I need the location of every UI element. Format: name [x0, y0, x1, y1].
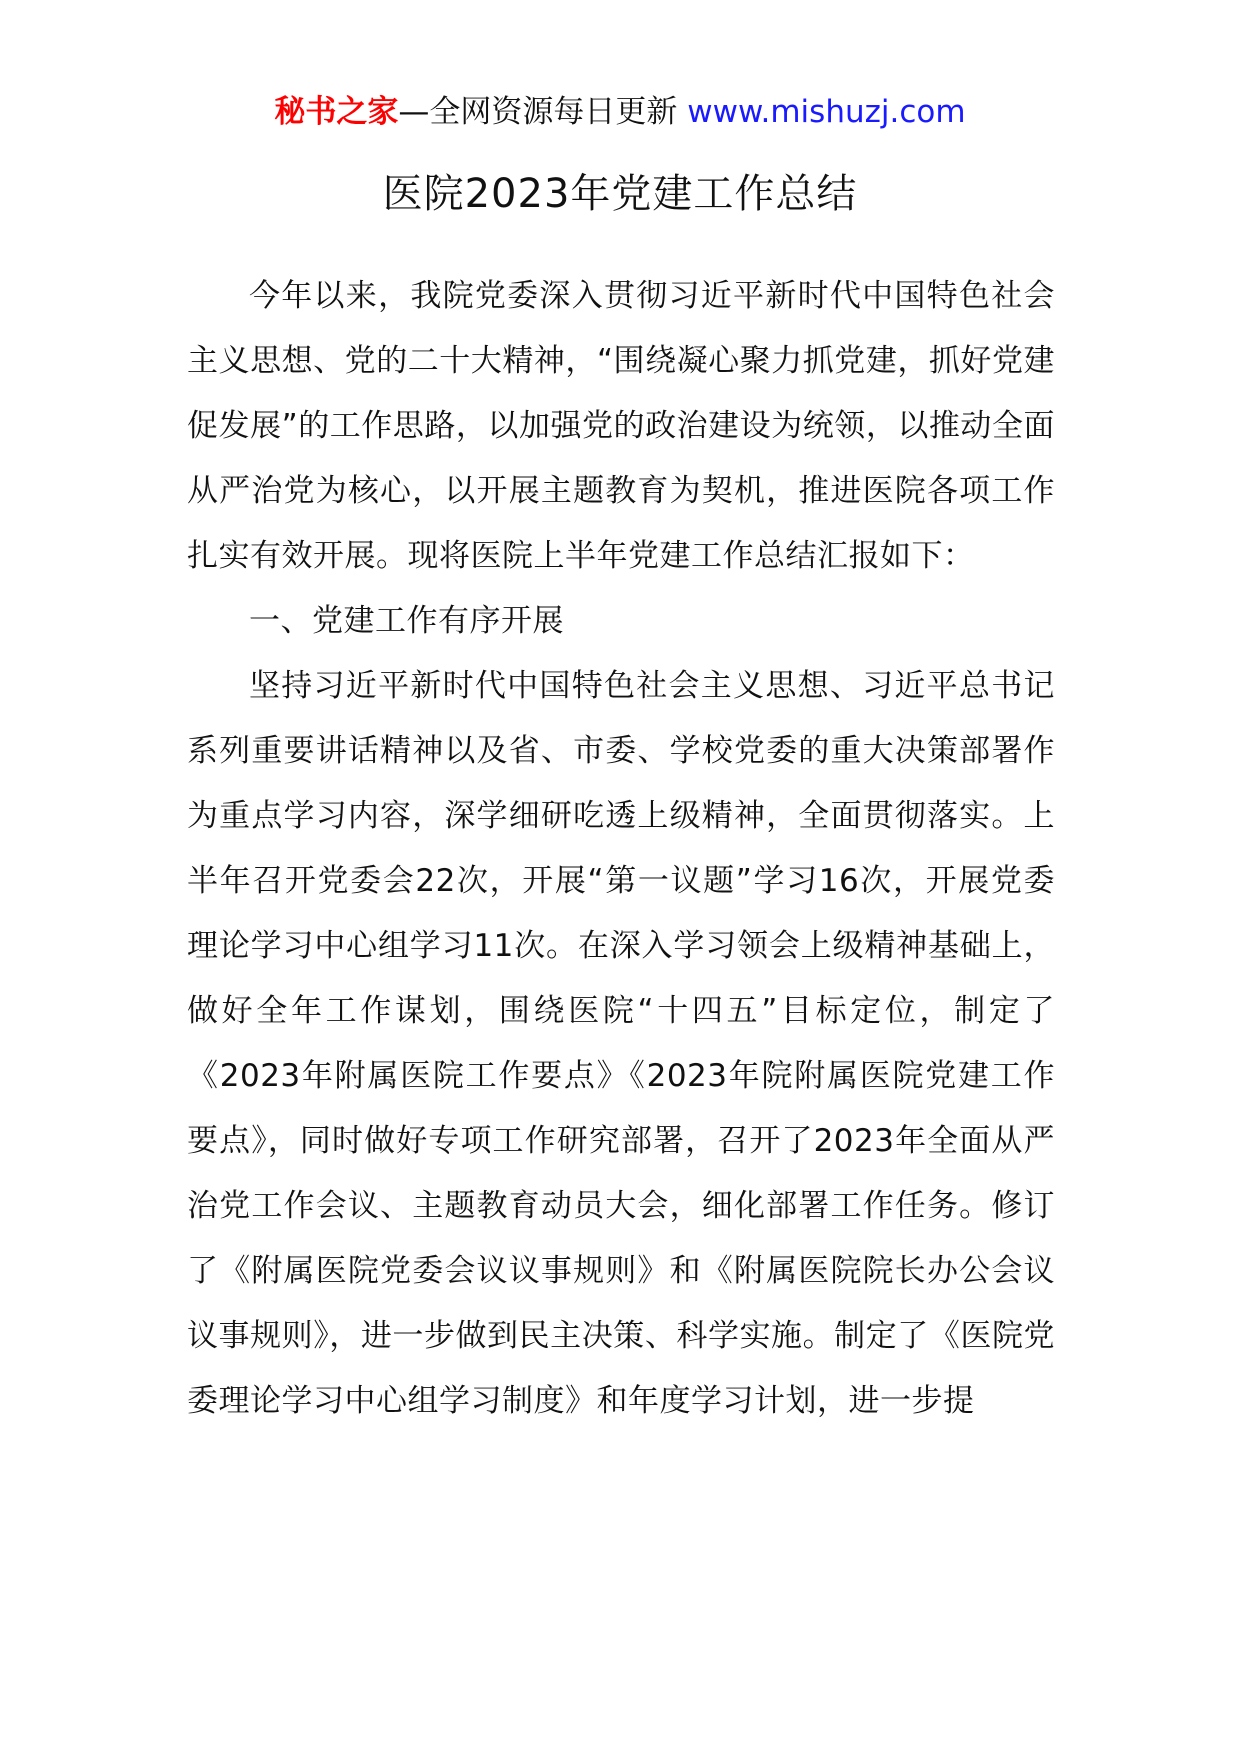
- section-1-paragraph: 坚持习近平新时代中国特色社会主义思想、习近平总书记系列重要讲话精神以及省、市委、学校党委的重大决策部署作为重点学习内容，深学细研吃透上级精神，全面贯彻落实。上半年召开党委会22次，开展“第一议题”学习16次，开展党委理论学习中心组学习11次。在深入学习领会上级精神基础上，做好全年工作谋划，围绕医院“十四五”目标定位，制定了《2023年附属医院工作要点》《2023年院附属医院党建工作要点》，同时做好专项工作研究部署，召开了2023年全面从严治党工作会议、主题教育动员大会，细化部署工作任务。修订了《附属医院党委会议议事规则》和《附属医院院长办公会议议事规则》，进一步做到民主决策、科学实施。制定了《医院党委理论学习中心组学习制度》和年度学习计划，进一步提: [187, 668, 1055, 1419]
- brand-name: 秘书之家: [274, 94, 399, 130]
- banner-tagline: —全网资源每日更新: [398, 94, 688, 130]
- intro-paragraph: 今年以来，我院党委深入贯彻习近平新时代中国特色社会主义思想、党的二十大精神，“围绕凝心聚力抓党建，抓好党建促发展”的工作思路，以加强党的政治建设为统领，以推动全面从严治党为核心，以开展主题教育为契机，推进医院各项工作扎实有效开展。现将医院上半年党建工作总结汇报如下：: [187, 278, 1055, 574]
- section-heading-1: 一、党建工作有序开展: [249, 603, 564, 639]
- site-banner: [0, 92, 1240, 132]
- banner-url[interactable]: www.mishuzj.com: [687, 94, 966, 130]
- document-body: [187, 264, 1055, 1434]
- document-title: 医院2023年党建工作总结: [382, 171, 858, 217]
